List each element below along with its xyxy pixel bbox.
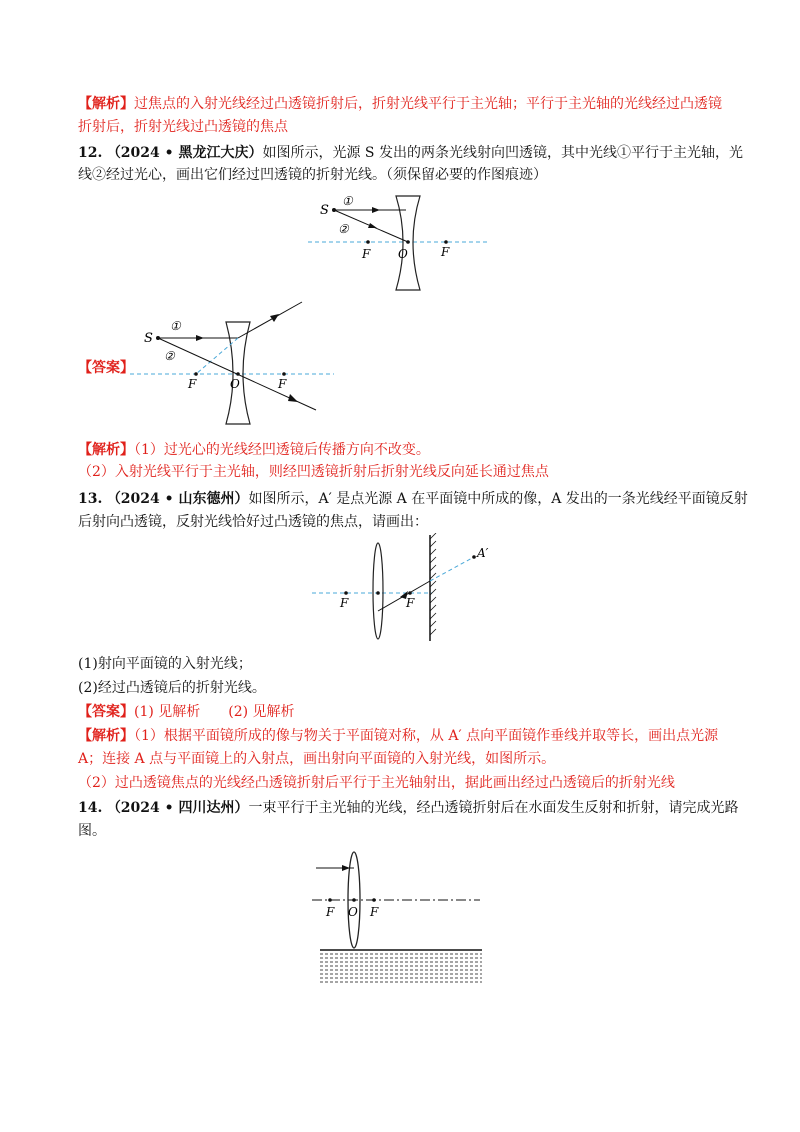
q13-image-point	[472, 555, 476, 559]
q12-stem-line1	[78, 142, 743, 164]
q11-analysis-tag: 【解析】	[78, 96, 134, 112]
q12-source: （2024 • 黑龙江大庆）	[106, 145, 263, 161]
q13-focus-right	[408, 591, 412, 595]
q14-figure	[312, 848, 488, 988]
q12-answer-line	[78, 357, 138, 379]
q13-answer-text: (1) 见解析 (2) 见解析	[134, 704, 295, 720]
q12-answer-label-s: S	[144, 331, 153, 346]
q12-answer-figure	[130, 300, 340, 426]
q12-number: 12.	[78, 145, 103, 161]
q13-lens-center	[376, 591, 380, 595]
q12-answer-label-ray1: ①	[170, 319, 181, 333]
q13-sub1: (1)射向平面镜的入射光线；	[78, 656, 252, 672]
q12-ray1-arrow	[372, 207, 380, 213]
q13-focus-left	[344, 591, 348, 595]
q11-analysis-line2: 折射后，折射光线过凸透镜的焦点	[78, 119, 288, 135]
q12-stem-text1: 如图所示，光源 S 发出的两条光线射向凹透镜，其中光线①平行于主光轴，光	[262, 145, 743, 161]
q13-stem-line2: 后射向凸透镜，反射光线恰好过凸透镜的焦点，请画出：	[78, 514, 428, 530]
q14-focus-right	[372, 898, 376, 902]
q13-source: （2024 • 山东德州）	[106, 491, 249, 507]
q13-analysis-line2: A；连接 A 点与平面镜上的入射点，画出射向平面镜的入射光线，如图所示。	[78, 751, 556, 767]
q13-analysis-tag: 【解析】	[78, 728, 134, 744]
q14-stem-line2: 图。	[78, 823, 106, 839]
q14-label-f-left: F	[326, 905, 335, 919]
q12-focus-left	[366, 240, 370, 244]
q12-label-ray1: ①	[342, 194, 353, 208]
q12-label-s: S	[320, 203, 329, 218]
q13-virtual-extension	[430, 557, 474, 581]
q12-label-ray2: ②	[338, 222, 349, 236]
q13-sub2: (2)经过凸透镜后的折射光线。	[78, 680, 266, 696]
q11-analysis-text1: 过焦点的入射光线经过凸透镜折射后，折射光线平行于主光轴；平行于主光轴的光线经过凸透镜	[134, 96, 722, 112]
q11-analysis-line1	[78, 93, 728, 115]
q12-analysis-text1: （1）过光心的光线经凹透镜后传播方向不改变。	[134, 442, 430, 458]
q12-label-f-right: F	[441, 245, 450, 259]
q13-label-f-right: F	[406, 596, 415, 610]
q13-stem-line1	[78, 488, 748, 510]
q14-stem-text1: 一束平行于主光轴的光线，经凸透镜折射后在水面发生反射和折射，请完成光路	[248, 800, 739, 816]
q12-focus-right	[444, 240, 448, 244]
q13-label-aprime: A′	[477, 546, 489, 560]
q12-answer-ray1-arrow	[196, 335, 204, 341]
q12-optical-center	[406, 240, 410, 244]
q14-water-body	[320, 954, 482, 982]
q12-answer-ray1-out-arrow	[270, 314, 279, 322]
q12-label-f-left: F	[362, 247, 371, 261]
q13-analysis-line3: （2）过凸透镜焦点的光线经凸透镜折射后平行于主光轴射出，据此画出经过凸透镜后的折射光线	[78, 775, 675, 791]
q14-label-f-right: F	[370, 905, 379, 919]
q13-analysis-line1	[78, 725, 728, 747]
q12-answer-label-o: O	[230, 377, 240, 391]
q12-analysis-line2: （2）入射光线平行于主光轴，则经凹透镜折射后折射光线反向延长通过焦点	[78, 464, 549, 480]
q14-label-o: O	[348, 905, 358, 919]
q13-answer-line	[78, 701, 728, 723]
q13-figure	[310, 533, 510, 645]
q13-stem-text1: 如图所示，A′ 是点光源 A 在平面镜中所成的像，A 发出的一条光线经平面镜反射	[248, 491, 748, 507]
q12-answer-label-f-left: F	[188, 377, 197, 391]
q13-mirror-hatching	[430, 533, 436, 635]
q12-ray2-arrow	[368, 223, 377, 228]
q12-answer-ray1-out	[238, 302, 302, 338]
q12-answer-label-f-right: F	[278, 377, 287, 391]
q14-stem-line1	[78, 797, 739, 819]
q13-label-f-left: F	[340, 596, 349, 610]
q12-label-o: O	[398, 247, 408, 261]
q14-focus-left	[328, 898, 332, 902]
q12-answer-focus-left	[194, 372, 198, 376]
q12-answer-ray2-arrow	[288, 394, 298, 402]
q12-answer-focus-right	[282, 372, 286, 376]
q14-source: （2024 • 四川达州）	[106, 800, 249, 816]
q12-answer-tag: 【答案】	[78, 360, 134, 376]
q12-stem-line2: 线②经过光心，画出它们经过凹透镜的折射光线。（须保留必要的作图痕迹）	[78, 167, 547, 183]
q14-optical-center	[352, 898, 356, 902]
q12-analysis-line1	[78, 439, 728, 461]
q13-answer-tag: 【答案】	[78, 704, 134, 720]
q13-analysis-text1: （1）根据平面镜所成的像与物关于平面镜对称，从 A′ 点向平面镜作垂线并取等长，画出点光源	[134, 728, 719, 744]
q12-question-figure	[300, 190, 500, 298]
q12-answer-label-ray2: ②	[164, 349, 175, 363]
q13-number: 13.	[78, 491, 103, 507]
q12-analysis-tag: 【解析】	[78, 442, 134, 458]
q14-number: 14.	[78, 800, 103, 816]
q13-convex-lens	[373, 543, 383, 639]
q12-answer-center	[236, 372, 240, 376]
